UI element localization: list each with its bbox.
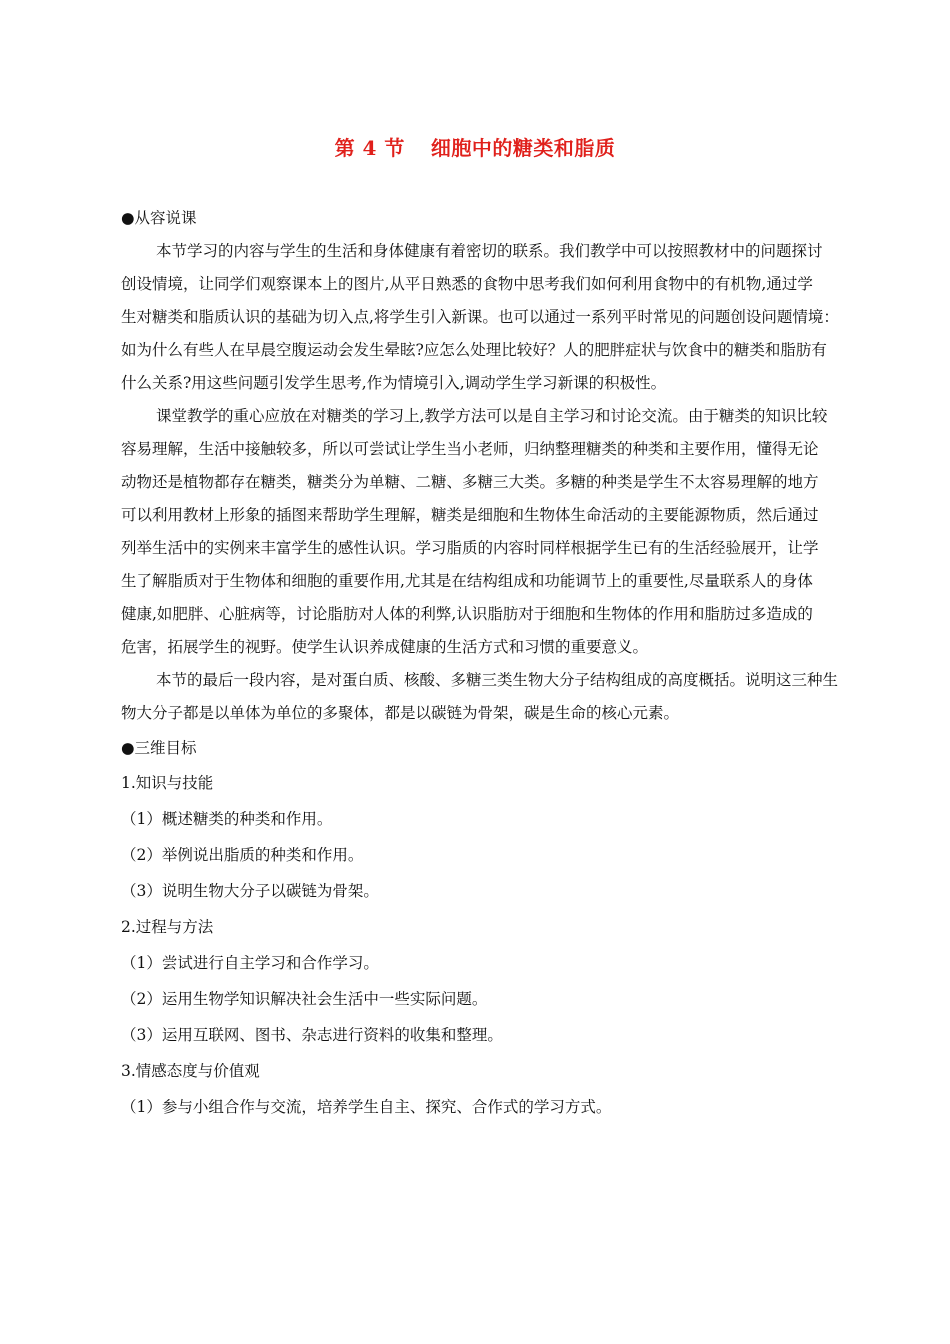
objective-group-label: 3.情感态度与价值观	[121, 1062, 260, 1080]
paragraph-line: 生对糖类和脂质认识的基础为切入点,将学生引入新课。也可以通过一系列平时常见的问题创设问题情境：	[121, 308, 839, 326]
objective-item: （2）举例说出脂质的种类和作用。	[121, 846, 364, 864]
paragraph-line: 创设情境，让同学们观察课本上的图片,从平日熟悉的食物中思考我们如何利用食物中的有机物,通过学	[121, 275, 813, 293]
objective-item: （3）运用互联网、图书、杂志进行资料的收集和整理。	[121, 1026, 503, 1044]
paragraph-line: 生了解脂质对于生物体和细胞的重要作用,尤其是在结构组成和功能调节上的重要性,尽量联系人的身体	[121, 572, 813, 590]
paragraph-line: 本节学习的内容与学生的生活和身体健康有着密切的联系。我们教学中可以按照教材中的问题探讨	[156, 242, 823, 260]
heading-objectives: ●三维目标	[121, 739, 197, 757]
paragraph-line: 容易理解，生活中接触较多，所以可尝试让学生当小老师，归纳整理糖类的种类和主要作用，懂得无论	[121, 440, 819, 458]
paragraph-line: 可以利用教材上形象的插图来帮助学生理解，糖类是细胞和生物体生命活动的主要能源物质，然后通过	[121, 506, 819, 524]
paragraph-line: 什么关系?用这些问题引发学生思考,作为情境引入,调动学生学习新课的积极性。	[121, 374, 667, 392]
objective-group-label: 1.知识与技能	[121, 774, 214, 792]
objective-item: （1）尝试进行自主学习和合作学习。	[121, 954, 379, 972]
objective-group-label: 2.过程与方法	[121, 918, 214, 936]
paragraph-3	[86, 664, 859, 730]
paragraph-line: 物大分子都是以单体为单位的多聚体，都是以碳链为骨架，碳是生命的核心元素。	[121, 704, 680, 722]
paragraph-2	[86, 400, 859, 664]
paragraph-line: 动物还是植物都存在糖类，糖类分为单糖、二糖、多糖三大类。多糖的种类是学生不太容易理解的地方	[121, 473, 819, 491]
paragraph-line: 危害，拓展学生的视野。使学生认识养成健康的生活方式和习惯的重要意义。	[121, 638, 649, 656]
paragraph-line: 健康,如肥胖、心脏病等，讨论脂肪对人体的利弊,认识脂肪对于细胞和生物体的作用和脂肪过多造成的	[121, 605, 813, 623]
objective-item: （3）说明生物大分子以碳链为骨架。	[121, 882, 379, 900]
document-body	[121, 202, 859, 1125]
paragraph-line: 如为什么有些人在早晨空腹运动会发生晕眩?应怎么处理比较好？人的肥胖症状与饮食中的糖类和脂肪有	[121, 341, 827, 359]
paragraph-line: 课堂教学的重心应放在对糖类的学习上,教学方法可以是自主学习和讨论交流。由于糖类的知识比较	[156, 407, 828, 425]
section-number: 第 4 节	[334, 136, 405, 160]
objective-item: （1）概述糖类的种类和作用。	[121, 810, 333, 828]
paragraph-line: 本节的最后一段内容，是对蛋白质、核酸、多糖三类生物大分子结构组成的高度概括。说明这三种生	[156, 671, 839, 689]
objective-item: （2）运用生物学知识解决社会生活中一些实际问题。	[121, 990, 488, 1008]
page-title	[0, 132, 950, 161]
section-name: 细胞中的糖类和脂质	[430, 136, 616, 160]
paragraph-line: 列举生活中的实例来丰富学生的感性认识。学习脂质的内容时同样根据学生已有的生活经验展开，让学	[121, 539, 819, 557]
objective-item: （1）参与小组合作与交流，培养学生自主、探究、合作式的学习方式。	[121, 1098, 612, 1116]
heading-lesson-notes: ●从容说课	[121, 209, 197, 227]
paragraph-1	[86, 235, 859, 400]
